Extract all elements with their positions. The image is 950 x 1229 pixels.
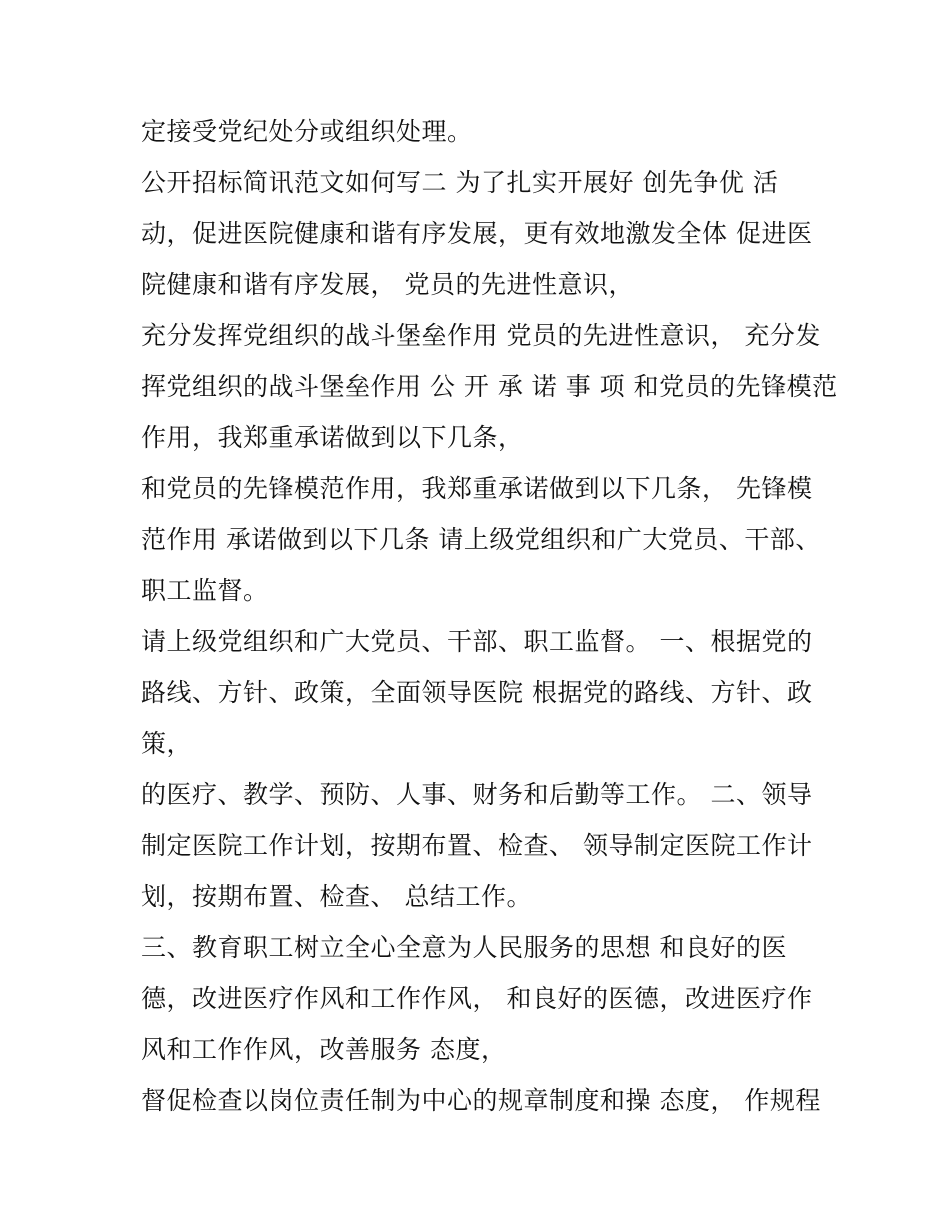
text-line: 定接受党纪处分或组织处理。 [141,117,473,146]
text-line: 职工监督。 [141,576,269,605]
text-line: 挥党组织的战斗堡垒作用 公 开 承 诺 事 项 和党员的先锋模范 [141,372,838,401]
text-line: 风和工作作风，改善服务 态度， [141,1035,507,1064]
text-line: 制定医院工作计划，按期布置、检查、 领导制定医院工作计 [141,831,813,860]
text-line: 和党员的先锋模范作用，我郑重承诺做到以下几条， 先锋模 [141,474,813,503]
text-line: 督促检查以岗位责任制为中心的规章制度和操 态度， 作规程 [141,1086,821,1115]
text-line: 划，按期布置、检查、 总结工作。 [141,882,532,911]
document-body [141,106,841,1126]
text-line: 充分发挥党组织的战斗堡垒作用 党员的先进性意识， 充分发 [141,321,821,350]
text-line: 动，促进医院健康和谐有序发展，更有效地激发全体 促进医 [141,219,813,248]
text-line: 范作用 承诺做到以下几条 请上级党组织和广大党员、干部、 [141,525,821,554]
text-line: 路线、方针、政策，全面领导医院 根据党的路线、方针、政 [141,678,813,707]
text-line: 三、教育职工树立全心全意为人民服务的思想 和良好的医 [141,933,787,962]
text-line: 德，改进医疗作风和工作作风， 和良好的医德，改进医疗作 [141,984,813,1013]
text-line: 作用，我郑重承诺做到以下几条， [141,423,524,452]
text-line: 策， [141,729,193,758]
text-line: 请上级党组织和广大党员、干部、职工监督。 一、根据党的 [141,627,813,656]
text-line: 院健康和谐有序发展， 党员的先进性意识， [141,270,634,299]
text-line: 的医疗、教学、预防、人事、财务和后勤等工作。 二、领导 [141,780,813,809]
text-line: 公开招标简讯范文如何写二 为了扎实开展好 创先争优 活 [141,168,779,197]
